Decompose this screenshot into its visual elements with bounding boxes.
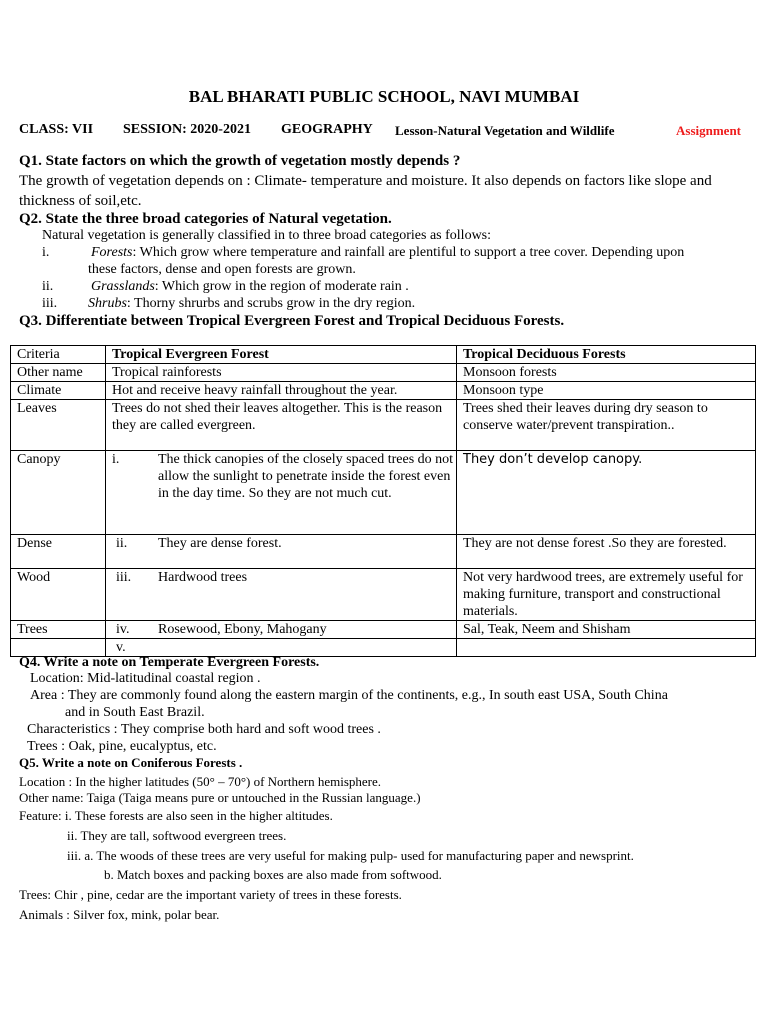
q2-item-num: ii. [42, 279, 54, 294]
comparison-table [10, 345, 756, 657]
q2-item-num: iii. [42, 296, 58, 311]
row-number: iii. [116, 570, 132, 585]
shrubs-text: : Thorny shrurbs and scrubs grow in the dry region. [126, 296, 416, 311]
canopy-text: The thick canopies of the closely spaced trees do not allow the sunlight to penetrate inside the forest even in the day time. So they are not much cut. [158, 452, 454, 501]
evergreen-cell: Trees do not shed their leaves altogether. This is the reason they are called evergreen. [106, 400, 457, 451]
q4-area-line1: Area : They are commonly found along the eastern margin of the continents, e.g., In south east USA, South China [30, 688, 668, 703]
q4-characteristics: Characteristics : They comprise both hard and soft wood trees . [27, 722, 381, 737]
table-row [11, 569, 756, 621]
q1-answer-line1: The growth of vegetation depends on : Climate- temperature and moisture. It also depends on factors like slope and [19, 173, 712, 189]
table-header-row [11, 346, 756, 364]
q5-other-name: Other name: Taiga (Taiga means pure or untouched in the Russian language.) [19, 790, 421, 805]
deciduous-cell: Monsoon type [457, 382, 756, 400]
evergreen-cell [106, 535, 457, 569]
q5-trees: Trees: Chir , pine, cedar are the important variety of trees in these forests. [19, 887, 402, 902]
forests-text: : Which grow where temperature and rainfall are plentiful to support a tree cover. Depending upon [132, 245, 685, 260]
table-row [11, 535, 756, 569]
deciduous-cell: They don’t develop canopy. [457, 451, 756, 535]
evergreen-cell: Tropical rainforests [106, 364, 457, 382]
header-evergreen: Tropical Evergreen Forest [106, 346, 457, 364]
q2-item-forests [91, 245, 684, 261]
evergreen-cell [106, 639, 457, 657]
q1-question: Q1. State factors on which the growth of vegetation mostly depends ? [19, 153, 461, 169]
deciduous-cell: Not very hardwood trees, are extremely useful for making furniture, transport and constructional materials. [457, 569, 756, 621]
q2-item-shrubs [88, 296, 415, 312]
school-title: BAL BHARATI PUBLIC SCHOOL, NAVI MUMBAI [188, 87, 580, 106]
criteria-cell: Wood [11, 569, 106, 621]
row-number: i. [112, 452, 120, 467]
criteria-cell: Leaves [11, 400, 106, 451]
row-number: v. [116, 640, 126, 655]
evergreen-text: Rosewood, Ebony, Mahogany [158, 622, 327, 637]
q5-feature-i: Feature: i. These forests are also seen in the higher altitudes. [19, 808, 333, 823]
q5-animals: Animals : Silver fox, mink, polar bear. [19, 907, 220, 922]
evergreen-text: They are dense forest. [158, 536, 282, 551]
q4-location: Location: Mid-latitudinal coastal region . [30, 671, 261, 686]
shrubs-term: Shrubs [88, 296, 127, 311]
evergreen-text: Hardwood trees [158, 570, 248, 585]
evergreen-cell [106, 569, 457, 621]
grasslands-term: Grasslands [91, 279, 155, 294]
criteria-cell: Trees [11, 621, 106, 639]
q4-area-line2: and in South East Brazil. [65, 705, 205, 720]
q1-answer-line2: thickness of soil,etc. [19, 193, 142, 209]
row-number: iv. [116, 622, 130, 637]
criteria-cell: Climate [11, 382, 106, 400]
class-label: CLASS: VII [19, 122, 94, 137]
deciduous-cell: Monsoon forests [457, 364, 756, 382]
subject-label: GEOGRAPHY [281, 122, 373, 137]
header-criteria: Criteria [11, 346, 106, 364]
q5-location: Location : In the higher latitudes (50° – 70°) of Northern hemisphere. [19, 774, 382, 789]
criteria-cell: Other name [11, 364, 106, 382]
evergreen-cell [106, 621, 457, 639]
forests-term: Forests [91, 245, 133, 260]
deciduous-cell [457, 639, 756, 657]
q4-trees: Trees : Oak, pine, eucalyptus, etc. [27, 739, 217, 754]
q5-feature-iii-b: b. Match boxes and packing boxes are also made from softwood. [104, 867, 442, 882]
table-row [11, 451, 756, 535]
deciduous-cell: Trees shed their leaves during dry season to conserve water/prevent transpiration.. [457, 400, 756, 451]
q5-question: Q5. Write a note on Coniferous Forests . [19, 755, 243, 770]
row-number: ii. [116, 536, 128, 551]
deciduous-cell: They are not dense forest .So they are forested. [457, 535, 756, 569]
q2-item-forests-cont: these factors, dense and open forests are grown. [88, 262, 356, 277]
table-row [11, 382, 756, 400]
q2-item-num: i. [42, 245, 50, 260]
lesson-label: Lesson-Natural Vegetation and Wildlife [395, 123, 615, 138]
table-row [11, 639, 756, 657]
assignment-tag: Assignment [676, 123, 742, 138]
criteria-cell [11, 639, 106, 657]
table-row [11, 621, 756, 639]
table-row [11, 364, 756, 382]
evergreen-cell [106, 451, 457, 535]
evergreen-cell: Hot and receive heavy rainfall throughout the year. [106, 382, 457, 400]
q5-feature-iii-a: iii. a. The woods of these trees are very useful for making pulp- used for manufacturing paper and newsprint. [67, 848, 634, 863]
q2-question: Q2. State the three broad categories of Natural vegetation. [19, 211, 392, 227]
q2-intro: Natural vegetation is generally classified in to three broad categories as follows: [42, 228, 492, 243]
session-label: SESSION: 2020-2021 [123, 122, 251, 137]
criteria-cell: Dense [11, 535, 106, 569]
table-row [11, 400, 756, 451]
q5-feature-ii: ii. They are tall, softwood evergreen trees. [67, 828, 287, 843]
header-deciduous: Tropical Deciduous Forests [457, 346, 756, 364]
q3-question: Q3. Differentiate between Tropical Evergreen Forest and Tropical Deciduous Forests. [19, 313, 565, 329]
criteria-cell: Canopy [11, 451, 106, 535]
grasslands-text: : Which grow in the region of moderate rain . [154, 279, 409, 294]
deciduous-cell: Sal, Teak, Neem and Shisham [457, 621, 756, 639]
q2-item-grasslands [91, 279, 409, 295]
q4-question: Q4. Write a note on Temperate Evergreen Forests. [19, 655, 320, 670]
